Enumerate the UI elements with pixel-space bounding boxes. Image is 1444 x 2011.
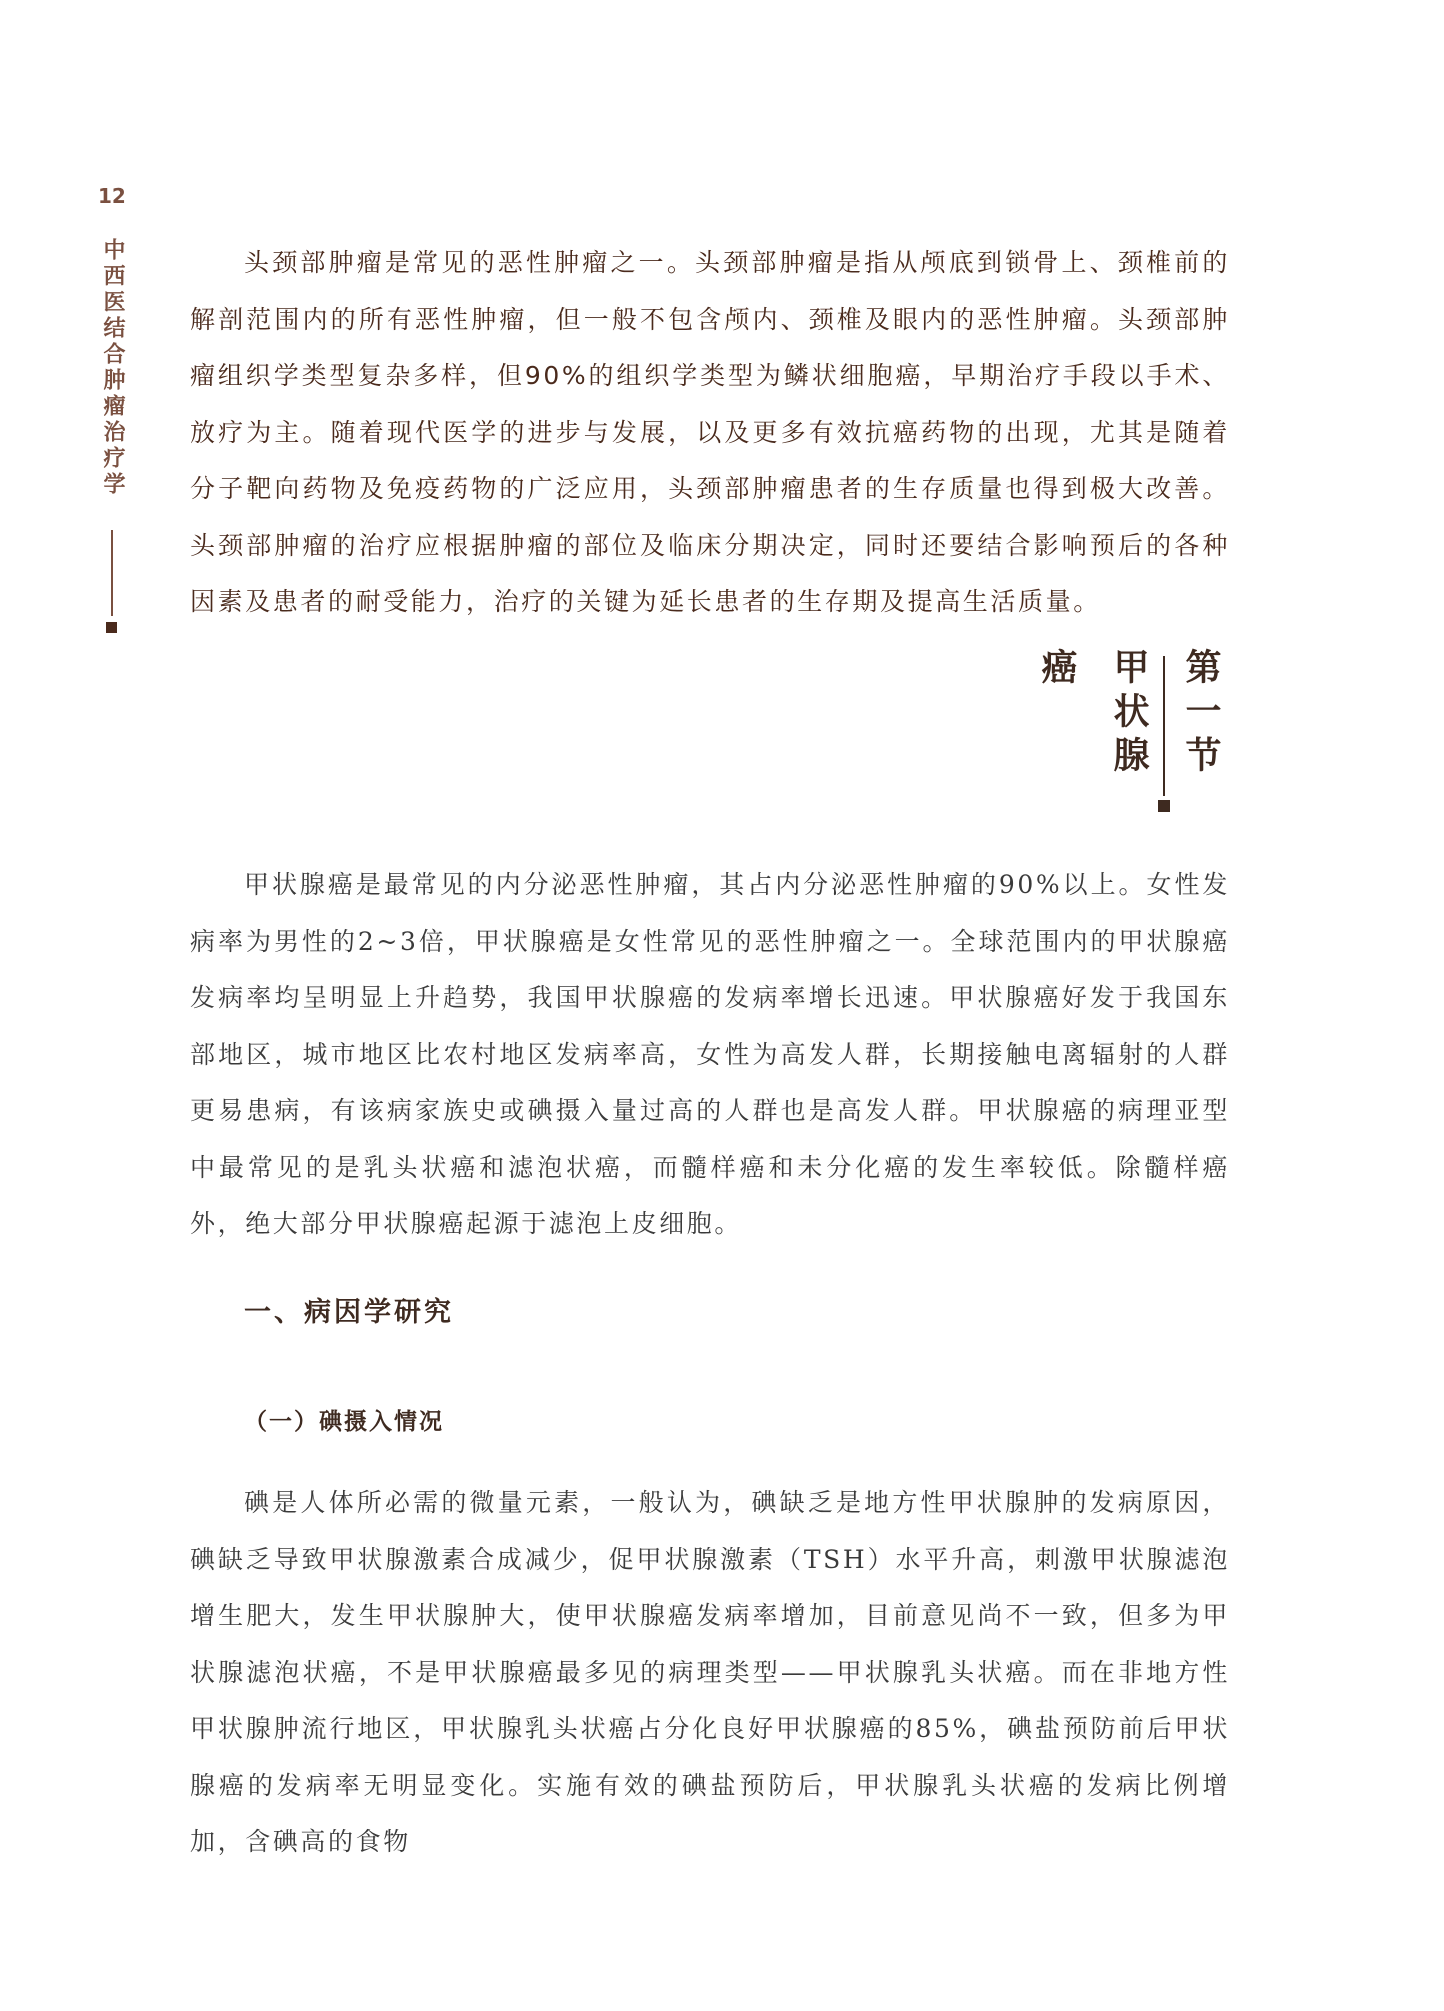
section-heading (1020, 648, 1236, 818)
running-title: 中西医结合肿瘤治疗学 (100, 238, 125, 498)
heading-iodine-intake: （一）碘摄入情况 (244, 1409, 444, 1435)
intro-paragraph: 头颈部肿瘤是常见的恶性肿瘤之一。头颈部肿瘤是指从颅底到锁骨上、颈椎前的解剖范围内的所有恶性肿瘤，但一般不包含颅内、颈椎及眼内的恶性肿瘤。头颈部肿瘤组织学类型复杂多样，但90%的组织学类型为鳞状细胞癌，早期治疗手段以手术、放疗为主。随着现代医学的进步与发展，以及更多有效抗癌药物的出现，尤其是随着分子靶向药物及免疫药物的广泛应用，头颈部肿瘤患者的生存质量也得到极大改善。头颈部肿瘤的治疗应根据肿瘤的部位及临床分期决定，同时还要结合影响预后的各种因素及患者的耐受能力，治疗的关键为延长患者的生存期及提高生活质量。 (190, 248, 1230, 616)
section-rule (1163, 656, 1165, 796)
paragraph-iodine: 碘是人体所必需的微量元素，一般认为，碘缺乏是地方性甲状腺肿的发病原因，碘缺乏导致甲状腺激素合成减少，促甲状腺激素（TSH）水平升高，刺激甲状腺滤泡增生肥大，发生甲状腺肿大，使甲状腺癌发病率增加，目前意见尚不一致，但多为甲状腺滤泡状癌，不是甲状腺癌最多见的病理类型——甲状腺乳头状癌。而在非地方性甲状腺肿流行地区，甲状腺乳头状癌占分化良好甲状腺癌的85%，碘盐预防前后甲状腺癌的发病率无明显变化。实施有效的碘盐预防后，甲状腺乳头状癌的发病比例增加，含碘高的食物 (190, 1488, 1230, 1856)
paragraph-thyroid-overview: 甲状腺癌是最常见的内分泌恶性肿瘤，其占内分泌恶性肿瘤的90%以上。女性发病率为男性的2~3倍，甲状腺癌是女性常见的恶性肿瘤之一。全球范围内的甲状腺癌发病率均呈明显上升趋势，我国甲状腺癌的发病率增长迅速。甲状腺癌好发于我国东部地区，城市地区比农村地区发病率高，女性为高发人群，长期接触电离辐射的人群更易患病，有该病家族史或碘摄入量过高的人群也是高发人群。甲状腺癌的病理亚型中最常见的是乳头状癌和滤泡状癌，而髓样癌和未分化癌的发生率较低。除髓样癌外，绝大部分甲状腺癌起源于滤泡上皮细胞。 (190, 870, 1230, 1238)
side-square-marker (106, 622, 117, 633)
side-rule (111, 530, 113, 616)
section-number: 第一节 (1180, 648, 1221, 780)
page-number: 12 (98, 184, 126, 208)
heading-etiology: 一、病因学研究 (244, 1297, 454, 1328)
section-square-marker (1158, 800, 1170, 812)
section-title: 甲状腺癌 (1036, 648, 1149, 780)
